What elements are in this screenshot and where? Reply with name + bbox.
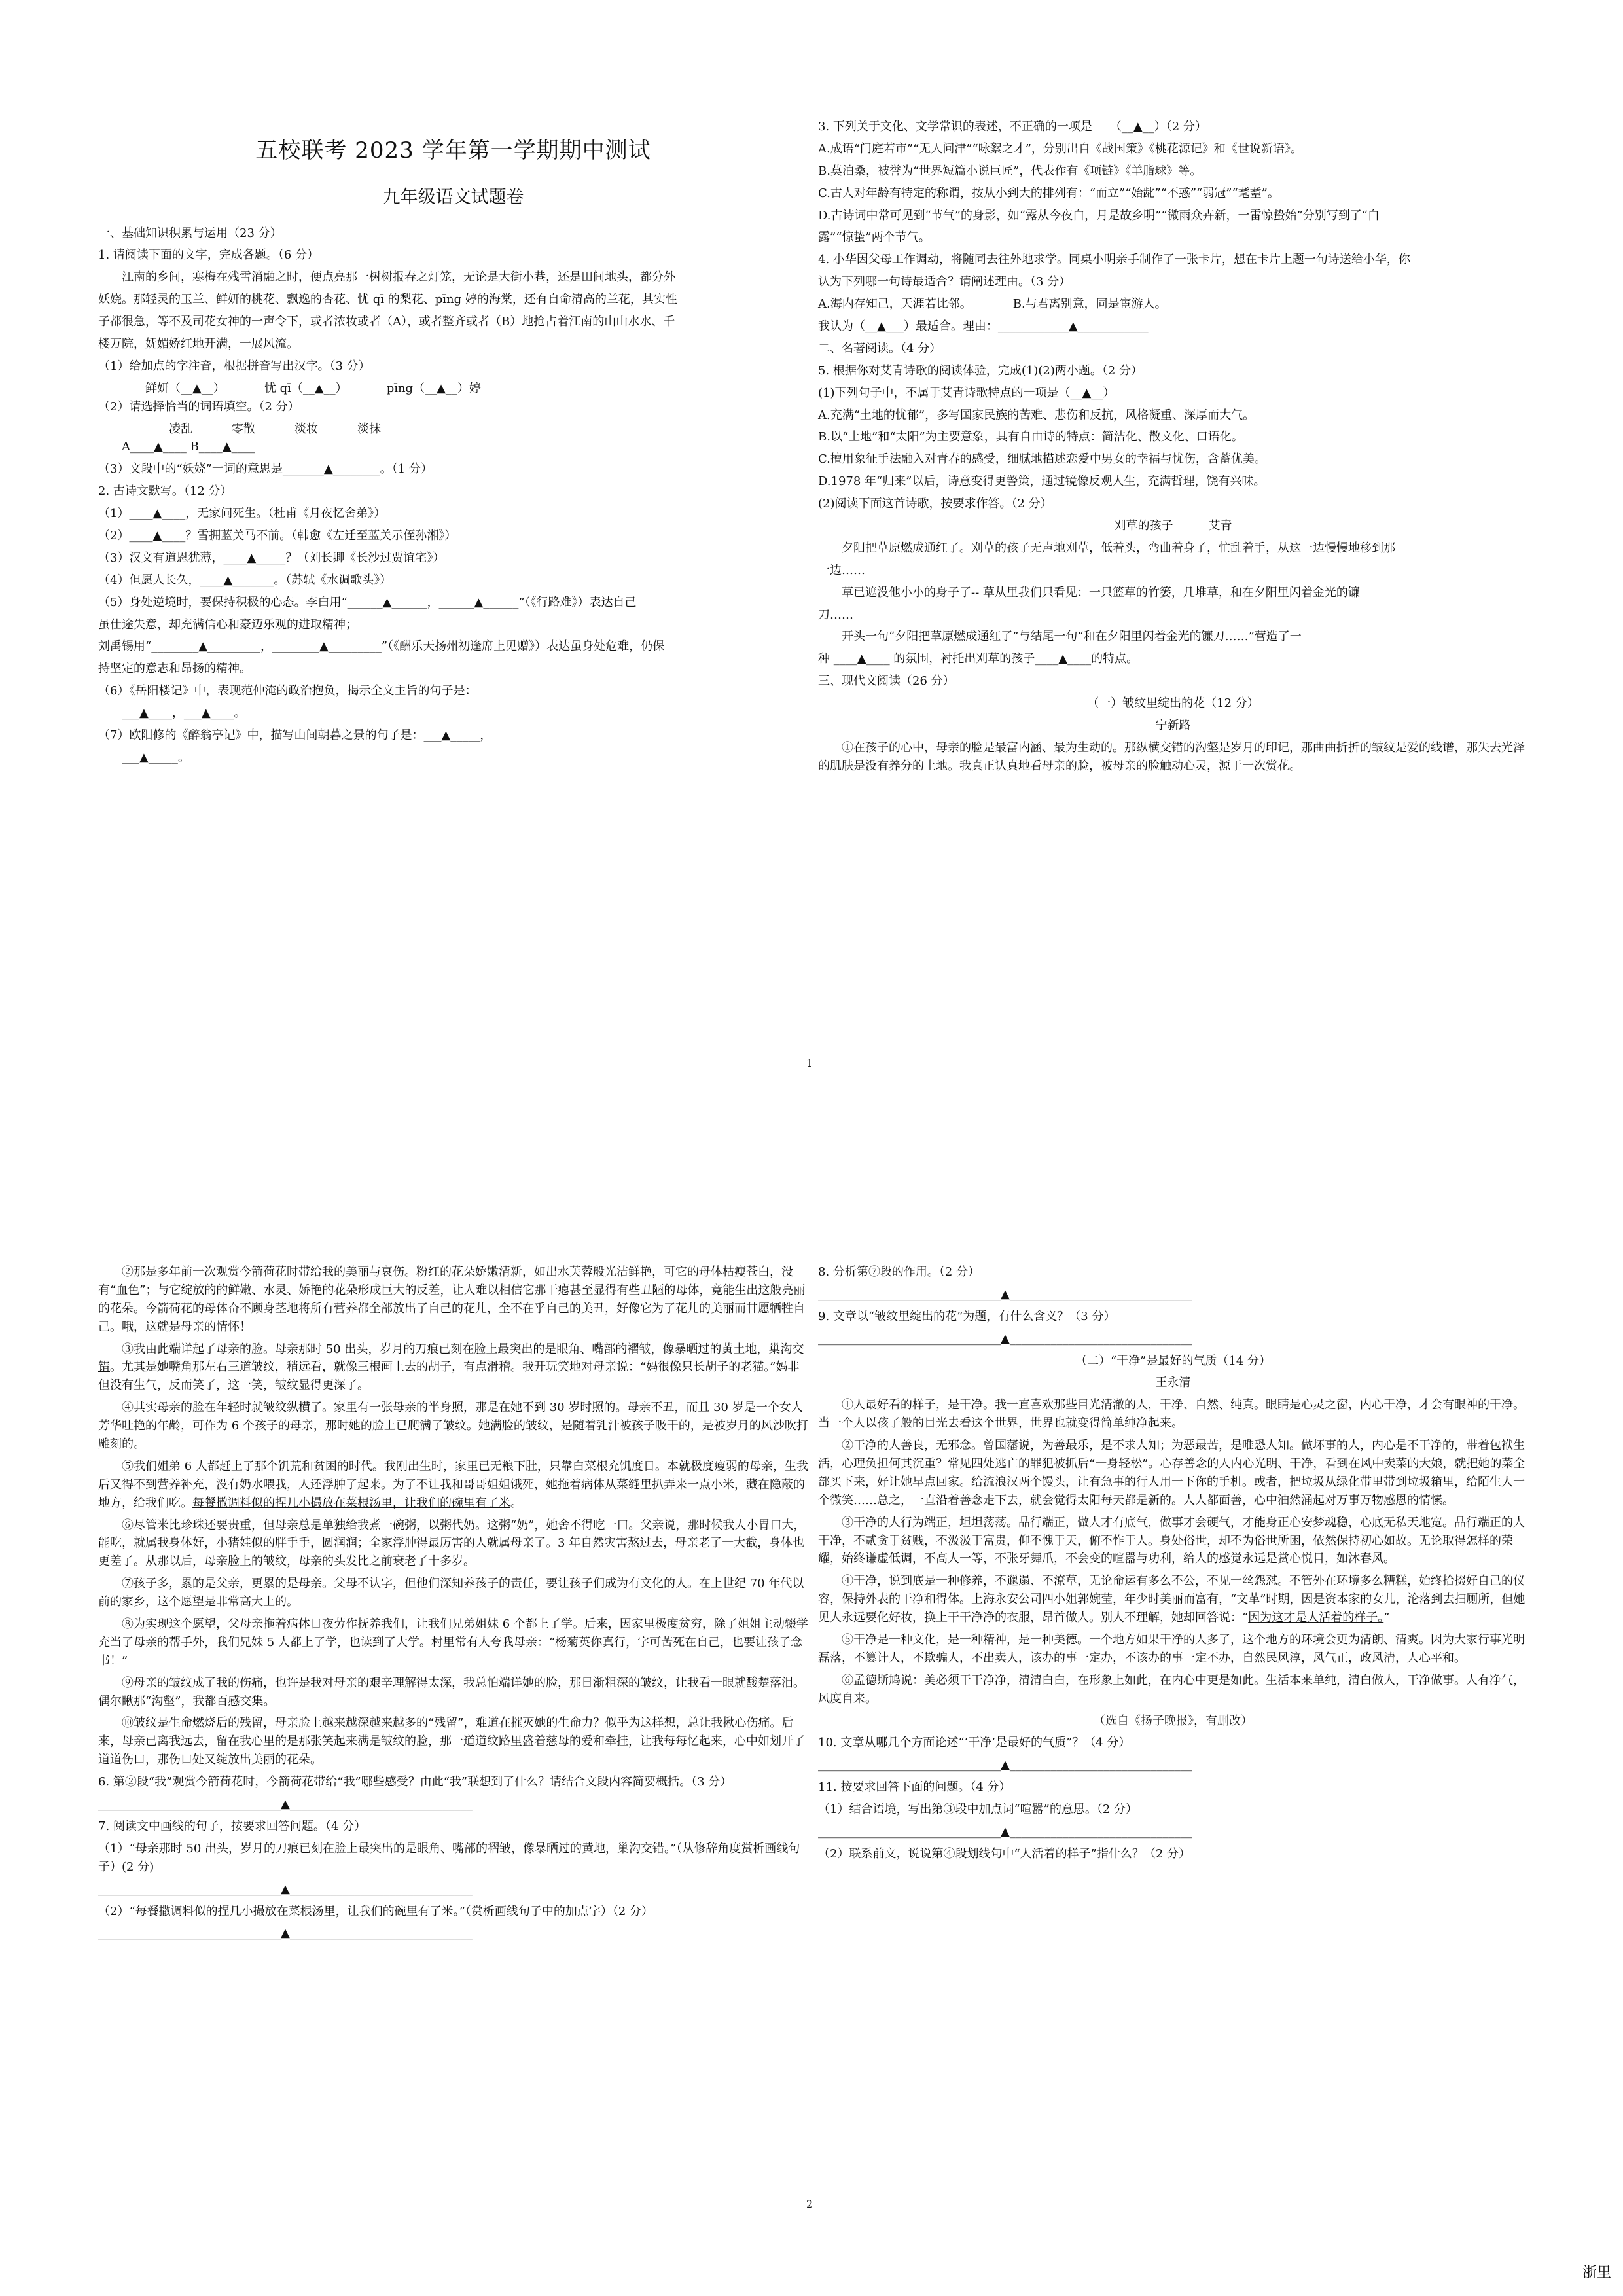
underlined-sentence: 每餐撒调料似的捏几小撮放在菜根汤里，让我们的碗里有了米 [192,1496,510,1510]
passage-line: 楼万院，妩媚娇红地开满，一展风流。 [98,336,298,351]
choice: D.古诗词中常可见到“节气”的身影，如“露从今夜白，月是故乡明”“微雨众卉新，一雷惊蛰始”分别写到了“白 [818,208,1380,223]
underlined-sentence: 因为这才是人活着的样子。 [1248,1611,1384,1625]
reading-paragraph: ②那是多年前一次观赏今箭荷花时带给我的美丽与哀伤。粉红的花朵娇嫩清新，如出水芙蓉般光洁鲜艳，可它的母体枯瘦苍白，没有“血色”；与它绽放的的鲜嫩、水灵、娇艳的花朵形成巨大的反差，让人难以相信它那干瘪甚至显得有些丑陋的母体，竟能生出这般亮丽的花朵。今箭荷花的母体奋不顾身茎地将所有营养都全部放出了自己的花儿，全不在乎自己的美丑，好像它为了花儿的美丽而甘愿牺牲自己。哦，这就是母亲的情怀！ [98,1265,806,1334]
question-2-5: （5）身处逆境时，要保持积极的心态。李白用“______▲______，______▲______”（《行路难》）表达自己 [98,595,637,609]
question-3: 3. 下列关于文化、文学常识的表述，不正确的一项是 （__▲__）（2 分） [818,120,1207,134]
word-options [98,420,808,439]
page-number: 1 [806,1057,813,1069]
answer-line: A____▲____ B____▲____ [122,440,255,454]
question-2-3: （3）汉文有道恩犹薄，____▲_____？（刘长卿《长沙过贾谊宅》） [98,550,445,565]
word-option: 零散 [232,422,255,436]
question-11: 11. 按要求回答下面的问题。（4 分） [818,1780,1011,1795]
exam-subtitle: 九年级语文试题卷 [382,187,524,207]
question-2-5: 虽仕途失意，却充满信心和豪迈乐观的进取精神； [98,617,357,632]
section-heading: 二、名著阅读。（4 分） [818,341,942,355]
question-2-5: 刘禹锡用“________▲_________，________▲_________”（《酬乐天扬州初逢席上见赠》）表达虽身处危难，仍保 [98,639,665,654]
corner-mark: 浙里 [1582,2265,1611,2281]
choice: B.以“土地”和“太阳”为主要意象，具有自由诗的特点：简洁化、散文化、口语化。 [818,430,1243,444]
text: ⑤我们姐弟 6 人都赶上了那个饥荒和贫困的时代。我刚出生时，家里已无粮下肚，只靠白菜根充饥度日。本就极度瘦弱的母亲，生我后又得不到营养补充，没有奶水喂我，人还浮肿了起来。为了不让我和哥哥姐姐饿死，她拖着病体从菜缝里扒弄来一点小米，藏在隐蔽的地方，给我们吃。 [98,1459,808,1510]
passage-line: 江南的乡间，寒梅在残雪消融之时，便点亮那一树树报春之灯笼，无论是大街小巷，还是田间地头，都分外 [122,270,675,285]
question-9: 9. 文章以“皱纹里绽出的花”为题，有什么含义？（3 分） [818,1309,1116,1323]
answer-line[interactable]: _______________________________▲_______________________________ [818,1331,1192,1346]
poem-line: 一边…… [818,563,865,577]
reading-paragraph: ②干净的人善良，无邪念。曾国藩说，为善最乐，是不求人知；为恶最苦，是唯恐人知。做坏事的人，内心是不干净的，带着包袱生活，心理负担何其沉重？常见四处逃亡的罪犯被抓后“一身轻松”。心存善念的人内心光明、干净，看到在风中卖菜的大娘，就把她的菜全部买下来，好让她早点回家。给流浪汉两个馒头，让有急事的行人用一下你的手机。或者，把垃圾从绿化带里带到垃圾箱里，给陌生人一个微笑……总之，一直沿着善念走下去，就会觉得太阳每天都是新的。人人都面善，心中油然涌起对万事万物感恩的情愫。 [818,1439,1525,1507]
reading-paragraph: ⑨母亲的皱纹成了我的伤痛，也许是我对母亲的艰辛理解得太深，我总怕端详她的脸，那日渐粗深的皱纹，让我看一眼就酸楚落泪。偶尔瞅那“沟壑”，我都百感交集。 [98,1676,805,1708]
page2-right-column [818,1263,1528,1867]
poem-line: 刀…… [818,607,853,622]
question-2-4: （4）但愿人长久，____▲_______。（苏轼《水调歌头》） [98,573,392,587]
choice: C.古人对年龄有特定的称谓，按从小到大的排列有：“而立”“始龀”“不惑”“弱冠”“耄耋”。 [818,186,1279,200]
choice: B.莫泊桑，被誉为“世界短篇小说巨匠”，代表作有《项链》《羊脂球》等。 [818,164,1202,178]
reading-paragraph: ⑤干净是一种文化，是一种精神，是一种美德。一个地方如果干净的人多了，这个地方的环境会更为清朗、清爽。因为大家行事光明磊落，不篡计人，不欺骗人，不出卖人，该办的事一定办，不该办的事一定不办，自然民风淳，风气正，政风清，人心平和。 [818,1633,1525,1665]
question-7-2: （2）“每餐撒调料似的捏几小撮放在菜根汤里，让我们的碗里有了米。”（赏析画线句子中的加点字）（2 分） [98,1904,654,1918]
answer-line[interactable]: _______________________________▲_______________________________ [818,1825,1192,1839]
answer-line: 我认为（__▲___）最适合。理由：____________▲____________ [818,319,1149,334]
reading-paragraph: ⑥尽管米比珍珠还要贵重，但母亲总是单独给我煮一碗粥，以粥代奶。这粥“奶”，她舍不得吃一口。父亲说，那时候我人小胃口大，能吃，就属我身体好，小猪娃似的胖手手，圆润润；全家浮肿得最厉害的人就属母亲了。3 年自然灾害熬过去，母亲老了一大截，身体也更差了。从那以后，母亲脸上的皱纹，母亲的头发比之前衰老了十多岁。 [98,1518,806,1569]
choice: A.充满“土地的忧郁”，多写国家民族的苦难、悲伤和反抗，风格凝重、深厚而大气。 [818,408,1255,422]
choice: C.擅用象征手法融入对青春的感受，细腻地描述恋爱中男女的幸福与忧伤，含蓄优美。 [818,452,1266,467]
poem-question: 种 ____▲____ 的氛围，衬托出刈草的孩子____▲____的特点。 [818,652,1139,666]
poem-title: 刈草的孩子 艾青 [1114,519,1232,533]
page-number: 2 [806,2198,813,2210]
answer-line[interactable]: _______________________________▲_______________________________ [98,1882,473,1896]
reading-paragraph: ⑦孩子多，累的是父亲，更累的是母亲。父母不认字，但他们深知养孩子的责任，要让孩子们成为有文化的人。在上世纪 70 年代以前的家乡，这个愿望是非常高大上的。 [98,1577,804,1609]
question-6: 6. 第②段“我”观赏今箭荷花时，今箭荷花带给“我”哪些感受？由此“我”联想到了什么？请结合文段内容简要概括。（3 分） [98,1775,732,1789]
question-10: 10. 文章从哪几个方面论述“‘干净’是最好的气质”？（4 分） [818,1736,1131,1750]
reading-paragraph: ④其实母亲的脸在年轻时就皱纹纵横了。家里有一张母亲的半身照，那是在她不到 30 岁时照的。母亲不丑，而且 30 岁是一个女人芳华吐艳的年龄，可作为 6 个孩子的母亲，那时她的脸上已爬满了皱纹。她满脸的皱纹，是随着乳汁被孩子吸干的，是被岁月的风沙吹打雕刻的。 [98,1401,808,1452]
question-2-5: 持坚定的意志和昂扬的精神。 [98,662,251,676]
reading-paragraph: ①在孩子的心中，母亲的脸是最富内涵、最为生动的。那纵横交错的沟壑是岁月的印记，那曲曲折折的皱纹是爱的线谱，那失去光泽的肌肤是没有养分的土地。我真正认真地看母亲的脸，被母亲的脸触动心灵，源于一次赏花。 [818,740,1525,773]
reading-paragraph [818,1572,1528,1627]
reading-paragraph: ⑥孟德斯鸠说：美必须干干净净，清清白白，在形象上如此，在内心中更是如此。生活本来单纯，清白做人，干净做事。人有净气，风度自来。 [818,1673,1525,1706]
question-1: 1. 请阅读下面的文字，完成各题。（6 分） [98,248,319,262]
page2-left-column [98,1263,808,1946]
answer-line: ___▲_____。 [122,750,190,764]
text: ④干净，说到底是一种修养，不邋遢、不潦草，无论命运有多么不公，不见一丝怨怼。不管外在环境多么糟糕，始终拾掇好自己的仪容，保持外表的干净和得体。上海永安公司四小姐郭婉莹，年少时美丽而富有，“文革”时期，因是资本家的女儿，沦落到去扫厕所，但她见人永远要化好妆，换上干干净净的衣服，昂首做人。别人不理解，她却回答说：“ [818,1574,1525,1625]
choice: 露”“惊蛰”两个节气。 [818,230,931,245]
question-2-2: （2）____▲____？雪拥蓝关马不前。（韩愈《左迁至蓝关示侄孙湘》） [98,529,457,543]
poem-line: 草已遮没他小小的身子了-- 草从里我们只看见：一只篮草的竹篓，几堆草，和在夕阳里闪着金光的镰 [842,585,1360,600]
text: 。尤其是她嘴角那左右三道皱纹，稍远看，就像三根画上去的胡子，有点滑稽。我开玩笑地对母亲说：“妈很像只长胡子的老猫。”妈非但没有生气，反而笑了，这一笑，皱纹显得更深了。 [98,1360,800,1393]
reading-paragraph: ⑧为实现这个愿望，父母亲拖着病体日夜劳作抚养我们，让我们兄弟姐妹 6 个都上了学。后来，因家里极度贫穷，除了姐姐主动辍学充当了母亲的帮手外，我们兄妹 5 人都上了学，也读到了大学。村里常有人夸我母亲：“杨菊英你真行，字可苦死在自己，也要让孩子念书！” [98,1617,808,1668]
question-5-2: (2)阅读下面这首诗歌，按要求作答。（2 分） [818,497,1052,511]
answer-line[interactable]: _______________________________▲_______________________________ [818,1758,1192,1772]
question-11-1: （1）结合语境，写出第③段中加点词“喧嚣”的意思。（2 分） [818,1803,1138,1817]
underlined-sentence: 母亲那时 50 出头，岁月的刀痕已刻在脸上最突出的是眼角、嘴部的褶皱，像暴晒过的黄土地，巢沟交错 [98,1342,804,1374]
question-1-3: （3）文段中的“妖娆”一词的意思是_______▲________。（1 分） [98,462,433,476]
section-heading: 三、现代文阅读（26 分） [818,674,955,689]
reading-author: 宁新路 [1155,719,1191,733]
option: 忧 qī（__▲__） [264,381,348,395]
poem-question: 开头一句“夕阳把草原燃成通红了”与结尾一句“和在夕阳里闪着金光的镰刀……”营造了一 [842,630,1302,644]
question-11-2: （2）联系前文，说说第④段划线句中“人活着的样子”指什么？（2 分） [818,1846,1191,1861]
choice: D.1978 年“归来”以后，诗意变得更警策，通过镜像反观人生，充满哲理，饶有兴味。 [818,475,1266,489]
question-2-1: （1）____▲____，无家问死生。（杜甫《月夜忆舍弟》） [98,507,386,521]
word-option: 淡妆 [294,422,318,436]
reading-paragraph [98,1458,808,1513]
reading-title: （二）“干净”是最好的气质（14 分） [1075,1354,1272,1368]
text: ” [1383,1611,1390,1625]
word-option: 淡抹 [357,422,381,436]
answer-line[interactable]: _______________________________▲_______________________________ [98,1797,473,1812]
section-heading: 一、基础知识积累与运用（23 分） [98,226,282,240]
question-5: 5. 根据你对艾青诗歌的阅读体验，完成(1)(2)两小题。（2 分） [818,363,1143,378]
word-option: 凌乱 [169,422,192,436]
question-7-1: （1）“母亲那时 50 出头，岁月的刀痕已刻在脸上最突出的是眼角、嘴部的褶皱，像暴晒过的黄地，巢沟交错。”（从修辞角度赏析画线句子）(2 分) [98,1841,800,1874]
question-4: 4. 小华因父母工作调动，将随同去往外地求学。同桌小明亲手制作了一张卡片，想在卡片上题一句诗送给小华，你 [818,253,1410,267]
pinyin-options [98,380,808,398]
question-1-2: （2）请选择恰当的词语填空。（2 分） [98,399,300,414]
passage-line: 妖娆。那轻灵的玉兰、鲜妍的桃花、飘逸的杏花、忧 qī 的梨花、pīng 婷的海棠，还有自命清高的兰花，其实性 [98,293,677,307]
text: ③我由此端详起了母亲的脸。 [122,1342,275,1356]
answer-line[interactable]: _______________________________▲_______________________________ [98,1926,473,1941]
question-8: 8. 分析第⑦段的作用。（2 分） [818,1265,980,1279]
option: 鲜妍（__▲__） [145,381,225,395]
reading-paragraph: ①人最好看的样子，是干净。我一直喜欢那些目光清澈的人，干净、自然、纯真。眼睛是心灵之窗，内心干净，才会有眼神的干净。当一个人以孩子般的目光去看这个世界，世界也就变得简单纯净起来。 [818,1398,1525,1431]
question-2-6: （6）《岳阳楼记》中，表现范仲淹的政治抱负，揭示全文主旨的句子是： [98,684,477,698]
question-7: 7. 阅读文中画线的句子，按要求回答问题。（4 分） [98,1819,366,1833]
reading-title: （一）皱纹里绽出的花（12 分） [1087,696,1259,711]
answer-line[interactable]: _______________________________▲_______________________________ [818,1287,1192,1301]
exam-title: 五校联考 2023 学年第一学期期中测试 [255,137,651,164]
page1-right-column [818,118,1528,780]
passage-line: 子都很急，等不及司花女神的一声令下，或者浓妆或者（A），或者整齐或者（B）地抢占着江南的山山水水、千 [98,315,675,329]
page1-left-column [98,124,808,771]
source-note: （选自《扬子晚报》，有删改） [1094,1713,1253,1728]
question-4: 认为下列哪一句诗最适合？请阐述理由。（3 分） [818,275,1071,289]
reading-paragraph: ⑩皱纹是生命燃烧后的残留，母亲脸上越来越深越来越多的“残留”，难道在摧灭她的生命力？似乎为这样想，总让我揪心伤痛。后来，母亲已离我远去，留在我心里的是那张笑起来满是皱纹的脸，那一道道纹路里盛着慈母的爱和牵挂，让我每每忆起来，心中如划开了道道伤口，那伤口处又绽放出美丽的花朵。 [98,1716,805,1767]
poem-line: 夕阳把草原燃成通红了。刈草的孩子无声地刈草，低着头，弯曲着身子，忙乱着手，从这一边慢慢地移到那 [842,541,1395,555]
choice: A.成语“门庭若市”“无人问津”“咏絮之才”，分别出自《战国策》《桃花源记》和《世说新语》。 [818,141,1302,156]
question-5-1: (1)下列句子中，不属于艾青诗歌特点的一项是（__▲__） [818,386,1115,400]
reading-paragraph [98,1340,808,1395]
question-1-1: （1）给加点的字注音，根据拼音写出汉字。（3 分） [98,359,370,373]
answer-line: ___▲____，___▲____。 [122,706,246,721]
reading-author: 王永清 [1155,1376,1191,1390]
reading-paragraph: ③干净的人行为端正，坦坦荡荡。品行端正，做人才有底气，做事才会硬气，才能身正心安梦魂稳，心底无私天地宽。品行端正的人干净，不贰贪于贫贱，不汲汲于富贵，仰不愧于天，俯不怍于人。身处俗世，却不为俗世所困，依然保持初心如故。无论取得怎样的荣耀，始终谦虚低调，不高人一等，不张牙舞爪，不会变的喧嚣与功利，给人的感觉永远是赏心悦目，如沐春风。 [818,1515,1525,1566]
question-2: 2. 古诗文默写。（12 分） [98,484,232,499]
text: 。 [510,1496,522,1510]
option: pīng（__▲__）婷 [386,381,481,395]
question-2-7: （7）欧阳修的《醉翁亭记》中，描写山间朝暮之景的句子是：___▲_____， [98,728,492,743]
choice: A.海内存知己，天涯若比邻。 B.与君离别意，同是宦游人。 [818,297,1167,312]
